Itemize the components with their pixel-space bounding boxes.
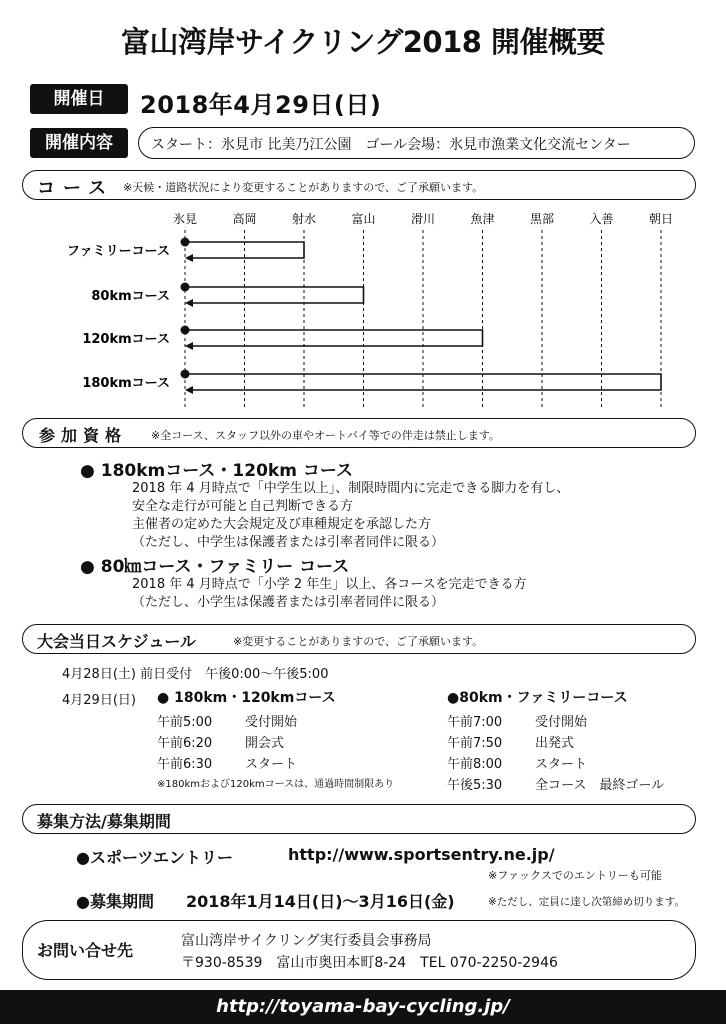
footer-url[interactable]: http://toyama-bay-cycling.jp/	[0, 990, 726, 1024]
eligibility-line: （ただし、中学生は保護者または引率者同伴に限る）	[132, 535, 445, 550]
schedule-day1: 4月28日(土) 前日受付 午後0:00～午後5:00	[62, 667, 329, 682]
town-label: 朝日	[648, 212, 674, 226]
venue-box	[138, 127, 695, 159]
town-label: 氷見	[172, 212, 198, 226]
eligibility-group-1-title: ● 180kmコース・120km コース	[80, 461, 353, 481]
schedule-heading: 大会当日スケジュール	[37, 632, 197, 651]
schedule-row: 午前5:00 受付開始	[157, 715, 298, 730]
eligibility-group-2-body	[132, 576, 527, 612]
contact-box	[22, 920, 696, 980]
course-route-line	[185, 330, 483, 346]
town-label: 富山	[351, 212, 376, 226]
schedule-row: 午前7:00 受付開始	[447, 715, 588, 730]
schedule-row: 午前7:50 出発式	[447, 736, 575, 751]
schedule-left-title: ● 180km・120kmコース	[157, 690, 336, 706]
entry-method-label: ●スポーツエントリー	[76, 848, 234, 867]
course-label: 80kmコース	[91, 289, 170, 304]
eligibility-header	[22, 418, 696, 448]
date-label: 開催日	[30, 84, 128, 114]
entry-period-value: 2018年1月14日(日)～3月16日(金)	[186, 892, 455, 911]
eligibility-line: 2018 年 4 月時点で「中学生以上」、制限時間内に完走できる脚力を有し、	[132, 481, 570, 496]
course-note: ※天候・道路状況により変更することがありますので、ご了承願います。	[123, 181, 484, 194]
town-label: 入善	[589, 212, 614, 226]
course-header	[22, 170, 696, 200]
course-label: ファミリーコース	[66, 244, 170, 259]
eligibility-note: ※全コース、スタッフ以外の車やオートバイ等での伴走は禁止します。	[151, 429, 500, 442]
course-start-dot	[181, 283, 190, 292]
contact-org: 富山湾岸サイクリング実行委員会事務局	[181, 933, 432, 949]
entry-header	[22, 804, 696, 834]
course-return-arrow	[185, 386, 193, 394]
schedule-note: ※変更することがありますので、ご了承願います。	[233, 635, 484, 648]
schedule-right-title: ●80km・ファミリーコース	[447, 690, 628, 706]
page-title: 富山湾岸サイクリング2018 開催概要	[120, 25, 606, 59]
eligibility-heading: 参加資格	[39, 426, 128, 445]
course-start-dot	[181, 238, 190, 247]
eligibility-line: （ただし、小学生は保護者または引率者同伴に限る）	[132, 595, 445, 610]
schedule-row: 午後5:30 全コース 最終ゴール	[447, 778, 665, 793]
schedule-right-list	[447, 712, 664, 796]
eligibility-line: 2018 年 4 月時点で「小学 2 年生」以上、各コースを完走できる方	[132, 577, 527, 592]
schedule-day2-label: 4月29日(日)	[62, 693, 136, 708]
schedule-row: 午前6:30 スタート	[157, 757, 298, 772]
entry-heading: 募集方法/募集期間	[37, 812, 171, 831]
schedule-header	[22, 624, 696, 654]
eligibility-group-1-body	[132, 480, 569, 552]
schedule-row: 午前6:20 開会式	[157, 736, 285, 751]
contact-heading: お問い合せ先	[37, 941, 134, 960]
entry-method-url[interactable]: http://www.sportsentry.ne.jp/	[288, 845, 555, 864]
course-start-dot	[181, 326, 190, 335]
venue-text: スタート：氷見市 比美乃江公園 ゴール会場：氷見市漁業文化交流センター	[151, 137, 631, 153]
town-label: 黒部	[529, 212, 555, 226]
course-label: 180kmコース	[82, 376, 170, 391]
venue-label: 開催内容	[30, 128, 128, 158]
schedule-row: 午前8:00 スタート	[447, 757, 588, 772]
course-return-arrow	[185, 299, 193, 307]
entry-period-label: ●募集期間	[76, 892, 154, 911]
course-heading: コース	[37, 178, 115, 199]
event-date: 2018年4月29日(日)	[140, 91, 382, 119]
course-diagram	[0, 200, 726, 415]
course-return-arrow	[185, 254, 193, 262]
course-route-line	[185, 287, 364, 303]
eligibility-line: 安全な走行が可能と自己判断できる方	[132, 499, 354, 514]
entry-method-note: ※ファックスでのエントリーも可能	[488, 869, 662, 882]
town-label: 高岡	[232, 212, 257, 226]
eligibility-line: 主催者の定めた大会規定及び車種規定を承認した方	[132, 517, 432, 532]
course-label: 120kmコース	[82, 332, 170, 347]
course-start-dot	[181, 370, 190, 379]
town-label: 魚津	[470, 212, 495, 226]
schedule-left-list	[157, 712, 297, 775]
contact-address: 〒930-8539 富山市奥田本町8-24 TEL 070-2250-2946	[181, 955, 558, 971]
town-label: 射水	[291, 212, 317, 226]
town-label: 滑川	[410, 212, 436, 226]
course-return-arrow	[185, 342, 193, 350]
entry-period-note: ※ただし、定員に達し次第締め切ります。	[488, 896, 685, 908]
schedule-left-note: ※180kmおよび120kmコースは、通過時間制限あり	[157, 779, 395, 790]
eligibility-group-2-title: ● 80㎞コース・ファミリー コース	[80, 557, 350, 577]
